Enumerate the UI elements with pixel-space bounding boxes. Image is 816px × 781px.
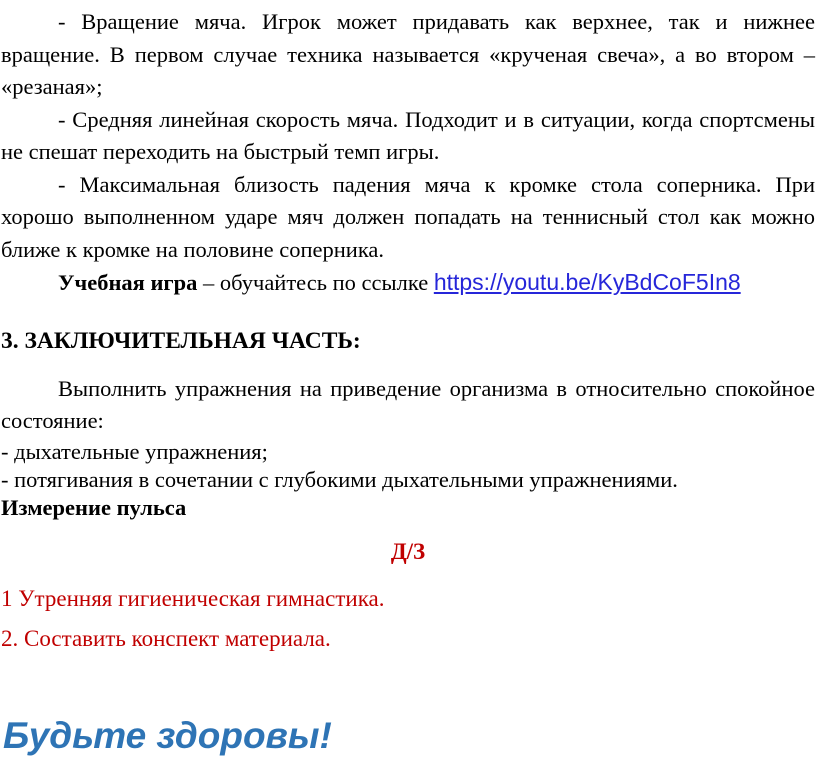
homework-item-morning-gymnastics: 1 Утренняя гигиеническая гимнастика. bbox=[1, 585, 385, 611]
farewell-message: Будьте здоровы! bbox=[3, 714, 332, 756]
cooldown-intro-paragraph: Выполнить упражнения на приведение организма в относительно спокойное состояние: bbox=[1, 375, 815, 433]
breathing-exercise-item: - дыхательные упражнения; bbox=[1, 438, 268, 464]
bullet-speed-paragraph: - Средняя линейная скорость мяча. Подходит и в ситуации, когда спортсмены не спешат переходить на быстрый темп игры. bbox=[1, 106, 815, 164]
final-section-heading: 3. ЗАКЛЮЧИТЕЛЬНАЯ ЧАСТЬ: bbox=[1, 327, 361, 354]
bullet-proximity-paragraph: - Максимальная близость падения мяча к кромке стола соперника. При хорошо выполненном ударе мяч должен попадать на теннисный стол как можно ближе к кромке на половине соперника. bbox=[1, 171, 815, 262]
homework-item-write-notes: 2. Составить конспект материала. bbox=[1, 625, 331, 651]
pulse-measurement-label: Измерение пульса bbox=[1, 494, 187, 520]
training-game-text: – обучайтесь по ссылке bbox=[197, 270, 434, 295]
stretching-exercise-item: - потягивания в сочетании с глубокими дыхательными упражнениями. bbox=[1, 466, 678, 492]
bullet-spin-paragraph: - Вращение мяча. Игрок может придавать как верхнее, так и нижнее вращение. В первом случае техника называется «крученая свеча», а во втором – «резаная»; bbox=[1, 9, 815, 99]
training-game-label: Учебная игра bbox=[58, 270, 198, 295]
video-link[interactable]: https://youtu.be/KyBdCoF5In8 bbox=[433, 269, 741, 295]
homework-title: Д/З bbox=[390, 538, 426, 564]
training-game-paragraph bbox=[1, 266, 815, 300]
